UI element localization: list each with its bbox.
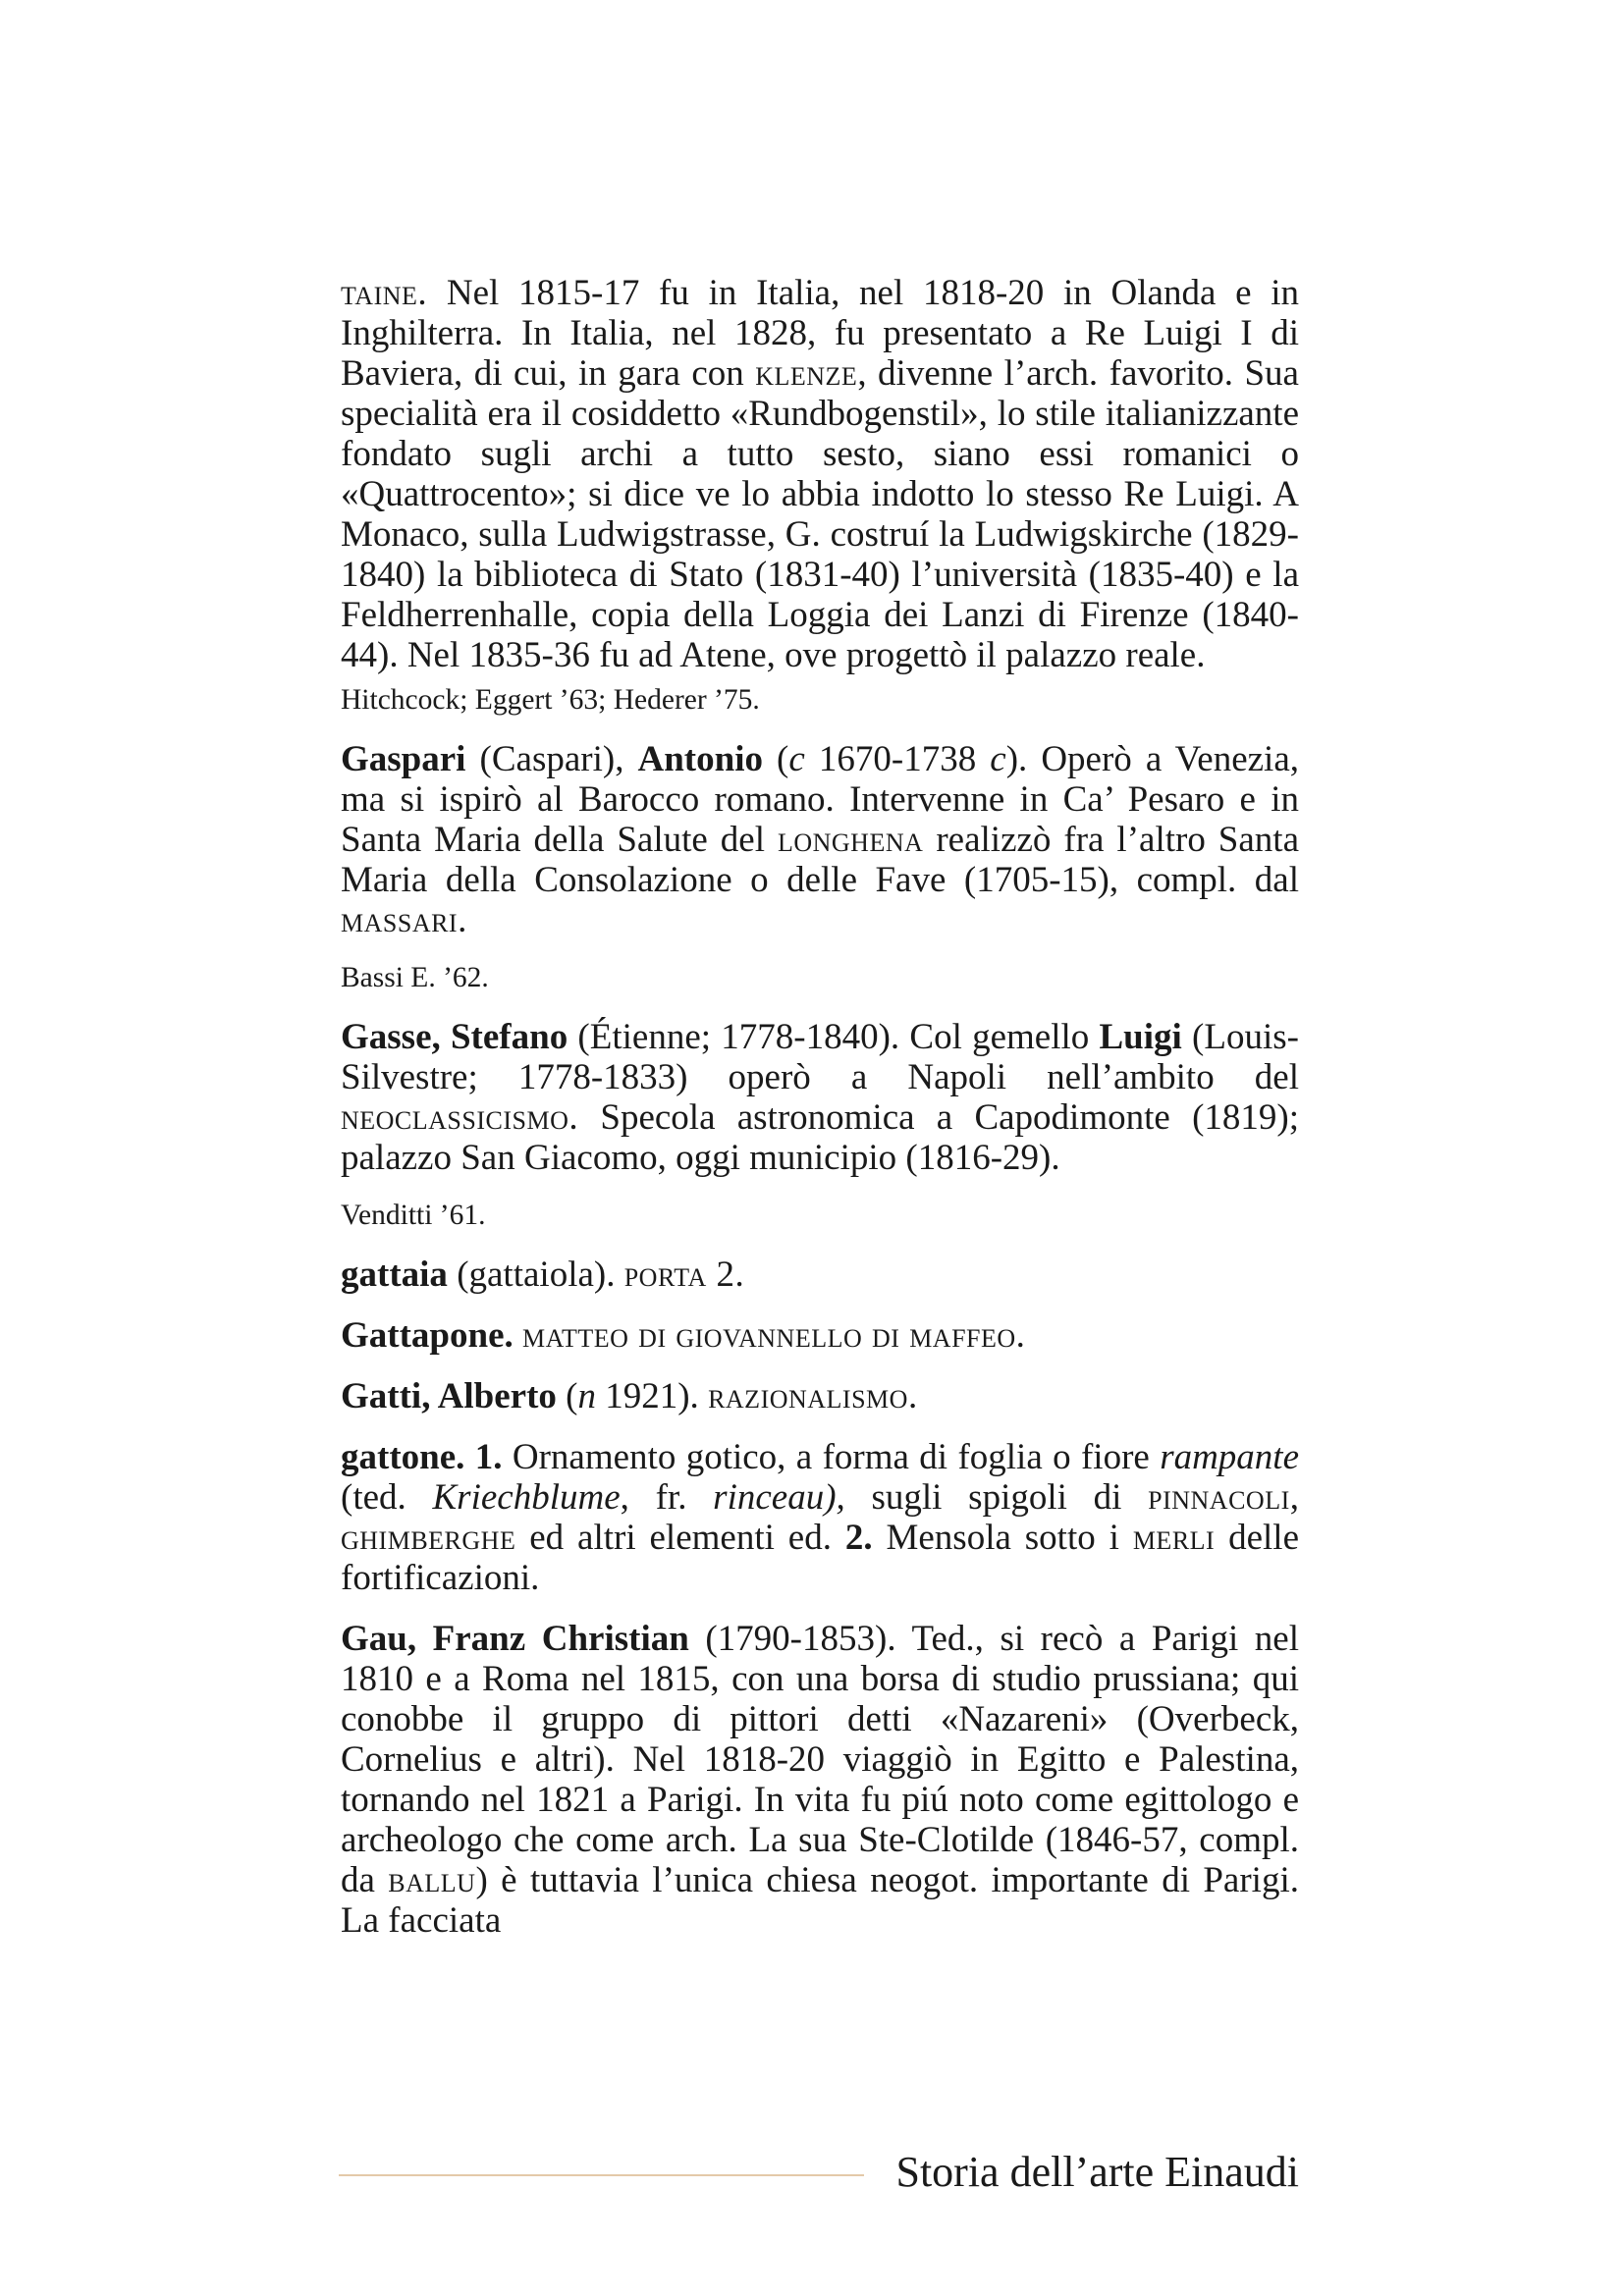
- entry-sense-number: 2.: [844, 1518, 873, 1558]
- entry-text: 1670-1738: [804, 739, 991, 779]
- entry-gattone: [341, 1437, 1299, 1598]
- entry-text: Specola astronomica a Capodimonte (1819); palazzo San Giacomo, oggi municipio (1816-29).: [341, 1097, 1299, 1178]
- entry-text: , fr.: [620, 1477, 714, 1518]
- entry-gaspari: [341, 739, 1299, 940]
- cross-reference[interactable]: ballu: [388, 1860, 476, 1900]
- cross-reference[interactable]: klenze: [755, 353, 858, 394]
- entry-headword: Gasse, Stefano: [341, 1017, 568, 1057]
- cross-reference[interactable]: razionalismo.: [708, 1376, 918, 1416]
- entry-gatti: [341, 1376, 1299, 1416]
- entry-text: (: [556, 1376, 578, 1416]
- entry-text: (Louis-Silvestre; 1778-1833) operò a Napoli nell’ambito del: [341, 1017, 1299, 1097]
- entry-text: ).: [1005, 739, 1042, 779]
- entry-text: [514, 1315, 522, 1356]
- entry-italic: Kriechblume: [432, 1477, 621, 1518]
- entry-gattapone: [341, 1315, 1299, 1356]
- cross-reference[interactable]: ghimberghe: [341, 1518, 516, 1558]
- entry-headword: gattone.: [341, 1437, 465, 1477]
- entry-headword: Luigi: [1099, 1017, 1182, 1057]
- cross-reference[interactable]: massari.: [341, 900, 467, 940]
- entry-text: (1790-1853). Ted., si recò a Parigi nel 1810 e a Roma nel 1815, con una borsa di studio prussiana; qui conobbe il gruppo di pittori detti «Nazareni» (Overbeck, Cornelius e altri). Nel 1818-20 viaggiò in Egitto e Palestina, tornando nel 1821 a Parigi. In vita fu piú noto come egittologo e archeologo che come arch. La sua Ste-Clotilde (1846-57, compl. da: [341, 1619, 1299, 1900]
- cross-reference[interactable]: pinnacoli: [1148, 1477, 1290, 1518]
- cross-reference[interactable]: taine.: [341, 273, 428, 313]
- cross-reference[interactable]: merli: [1132, 1518, 1216, 1558]
- cross-reference[interactable]: matteo di giovannello di maffeo.: [522, 1315, 1026, 1356]
- entry-text: sugli spigoli di: [844, 1477, 1149, 1518]
- entry-headword: Gatti, Alberto: [341, 1376, 557, 1416]
- entry-headword: Antonio: [637, 739, 763, 779]
- entry-gasse: [341, 1017, 1299, 1178]
- entry-gattaia: [341, 1255, 1299, 1295]
- entry-headword: Gau, Franz Christian: [341, 1619, 689, 1659]
- entry-circa: c: [788, 739, 805, 779]
- footer-title: Storia dell’arte Einaudi: [895, 2148, 1299, 2196]
- entries-column: [341, 273, 1299, 1961]
- entry-text: (Étienne; 1778-1840). Col gemello: [568, 1017, 1100, 1057]
- entry-text: ,: [1289, 1477, 1299, 1518]
- entry-text: (: [762, 739, 789, 779]
- entry-born: n: [577, 1376, 596, 1416]
- bibliography: Hitchcock; Eggert ’63; Hederer ’75.: [341, 684, 760, 716]
- entry-italic: rinceau),: [713, 1477, 845, 1518]
- entry-text: delle fortificazioni.: [341, 1518, 1299, 1598]
- entry-headword: Gattapone.: [341, 1315, 514, 1356]
- entry-headword: gattaia: [341, 1255, 448, 1295]
- entry-headword: Gaspari: [341, 739, 466, 779]
- entry-text: Nel 1815-17 fu in Italia, nel 1818-20 in Olanda e in Inghilterra. In Italia, nel 1828, fu presentato a Re Luigi I di Baviera, di cui, in gara con: [341, 273, 1299, 394]
- entry-sense-number: 1.: [464, 1437, 503, 1477]
- entry-text: (ted.: [341, 1477, 433, 1518]
- entry-circa: c: [990, 739, 1006, 779]
- entry-text: Ornamento gotico, a forma di foglia o fiore: [502, 1437, 1161, 1477]
- entry-text: (Caspari),: [465, 739, 638, 779]
- entry-text: ) è tuttavia l’unica chiesa neogot. importante di Parigi. La facciata: [341, 1860, 1299, 1941]
- bibliography: Bassi E. ’62.: [341, 962, 489, 993]
- footer-rule: [339, 2174, 864, 2176]
- bibliography: Venditti ’61.: [341, 1200, 486, 1231]
- entry-text: realizzò fra l’altro Santa Maria della Consolazione o delle Fave (1705-15), compl. dal: [341, 820, 1299, 900]
- entry-text: (gattaiola).: [447, 1255, 624, 1295]
- entry-gau: [341, 1619, 1299, 1941]
- cross-reference[interactable]: porta 2.: [623, 1255, 745, 1295]
- entry-text: Mensola sotto i: [872, 1518, 1133, 1558]
- entry-gartner-continued: [341, 273, 1299, 675]
- cross-reference[interactable]: longhena: [777, 820, 924, 860]
- entry-text: , divenne l’arch. favorito. Sua specialità era il cosiddetto «Rundbogenstil», lo stile italianizzante fondato sugli archi a tutto sesto, siano essi romanici o «Quattrocento»; si dice ve lo abbia indotto lo stesso Re Luigi. A Monaco, sulla Ludwigstrasse, G. costruí la Ludwigskirche (1829-1840) la biblioteca di Stato (1831-40) l’università (1835-40) e la Feldherrenhalle, copia della Loggia dei Lanzi di Firenze (1840-44). Nel 1835-36 fu ad Atene, ove progettò il palazzo reale.: [341, 353, 1299, 675]
- entry-text: ed altri elementi ed.: [515, 1518, 845, 1558]
- entry-text: 1921).: [595, 1376, 709, 1416]
- entry-italic: rampante: [1160, 1437, 1300, 1477]
- entry-text: Operò a Venezia, ma si ispirò al Barocco romano. Intervenne in Ca’ Pesaro e in Santa Maria della Salute del: [341, 739, 1299, 860]
- cross-reference[interactable]: neoclassicismo.: [341, 1097, 579, 1138]
